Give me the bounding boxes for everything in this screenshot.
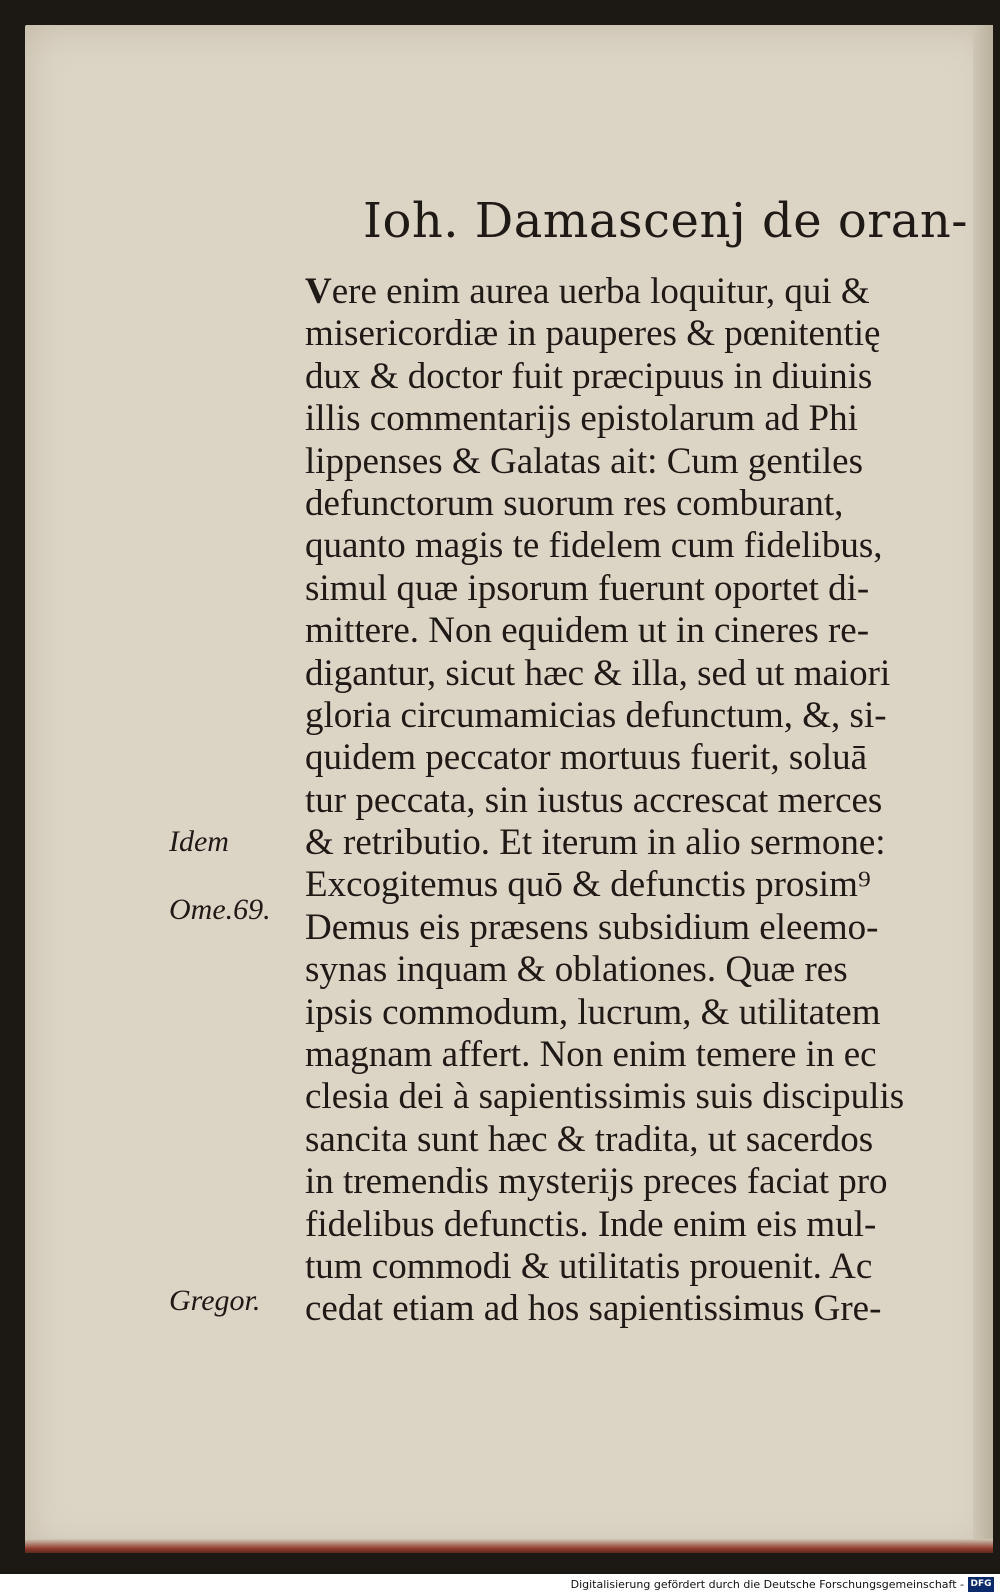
margin-note-gregor: Gregor. (169, 1284, 261, 1317)
text-line: tur peccata, sin iustus accrescat merces (305, 779, 883, 821)
book-page (25, 25, 993, 1553)
text-line: clesia dei à sapientissimis suis discipulis (305, 1076, 905, 1118)
text-line: quanto magis te fidelem cum fidelibus, (305, 525, 883, 567)
text-line: quidem peccator mortuus fuerit, soluā (305, 737, 868, 779)
page-edge-bottom (25, 1539, 993, 1553)
text-line: in tremendis mysterijs preces faciat pro (305, 1161, 888, 1203)
text-line: cedat etiam ad hos sapientissimus Gre- (305, 1288, 882, 1330)
text-line: magnam affert. Non enim temere in ec (305, 1034, 877, 1076)
body-text (305, 271, 985, 1331)
text-line: ipsis commodum, lucrum, & utilitatem (305, 991, 881, 1033)
running-header: Ioh. Damascenj de oran- (363, 193, 968, 249)
text-line: illis commentarijs epistolarum ad Phi (305, 398, 858, 440)
text-line: dux & doctor fuit præcipuus in diuinis (305, 355, 873, 397)
text-line: defunctorum suorum res comburant, (305, 482, 844, 524)
text-line: sancita sunt hæc & tradita, ut sacerdos (305, 1118, 874, 1160)
text-line: mittere. Non equidem ut in cineres re- (305, 610, 870, 652)
text-line: lippenses & Galatas ait: Cum gentiles (305, 440, 863, 482)
text-line: tum commodi & utilitatis prouenit. Ac (305, 1245, 873, 1287)
text-line: & retributio. Et iterum in alio sermone: (305, 822, 886, 864)
dfg-logo: DFG (968, 1577, 994, 1592)
text-line: Demus eis præsens subsidium eleemo- (305, 906, 879, 948)
text-line: gloria circumamicias defunctum, &, si- (305, 694, 887, 736)
text-line: misericordiæ in pauperes & pœnitentię (305, 313, 881, 355)
text-line: Vere enim aurea uerba loquitur, qui & (305, 271, 870, 312)
margin-note-idem: Idem (169, 825, 229, 858)
text-line: fidelibus defunctis. Inde enim eis mul- (305, 1203, 877, 1245)
text-line: digantur, sicut hæc & illa, sed ut maiori (305, 652, 891, 694)
text-line: Excogitemus quō & defunctis prosim⁹ (305, 864, 871, 906)
footer-bar (0, 1574, 1000, 1596)
text-line: synas inquam & oblationes. Quæ res (305, 949, 848, 991)
margin-note-ome: Ome.69. (169, 893, 271, 926)
text-line: simul quæ ipsorum fuerunt oportet di- (305, 567, 870, 609)
footer-credit: Digitalisierung gefördert durch die Deutsche Forschungsgemeinschaft - (570, 1578, 964, 1591)
